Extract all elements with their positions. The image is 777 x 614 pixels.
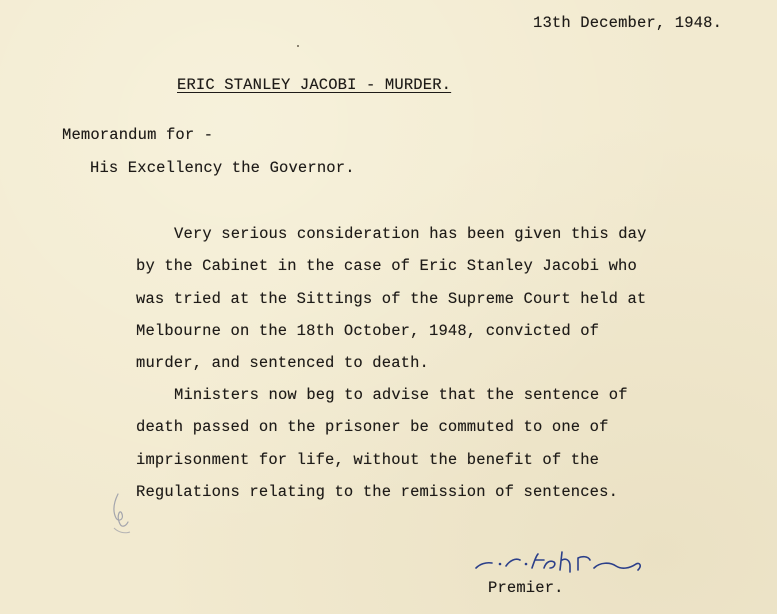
memo-addressee: His Excellency the Governor. — [90, 159, 355, 177]
pencil-annotation — [108, 488, 138, 538]
paragraph-2-line: Regulations relating to the remission of sentences. — [136, 483, 619, 501]
document-title: ERIC STANLEY JACOBI - MURDER. — [177, 76, 452, 94]
signatory-title: Premier. — [488, 579, 564, 597]
paragraph-1-line: murder, and sentenced to death. — [136, 354, 429, 372]
document-date: 13th December, 1948. — [533, 14, 723, 32]
paragraph-1-line: was tried at the Sittings of the Supreme Court held at — [136, 290, 647, 308]
paragraph-1-line: by the Cabinet in the case of Eric Stanley Jacobi who — [136, 257, 637, 275]
paragraph-2-line: Ministers now beg to advise that the sentence of — [174, 386, 628, 404]
paragraph-2-line: death passed on the prisoner be commuted to one of — [136, 418, 609, 436]
paragraph-1-line: Very serious consideration has been given this day — [174, 225, 647, 243]
paragraph-1-line: Melbourne on the 18th October, 1948, convicted of — [136, 322, 600, 340]
paragraph-2-line: imprisonment for life, without the benefit of the — [136, 451, 600, 469]
paper-speck — [297, 45, 299, 47]
memo-heading: Memorandum for - — [62, 126, 214, 144]
